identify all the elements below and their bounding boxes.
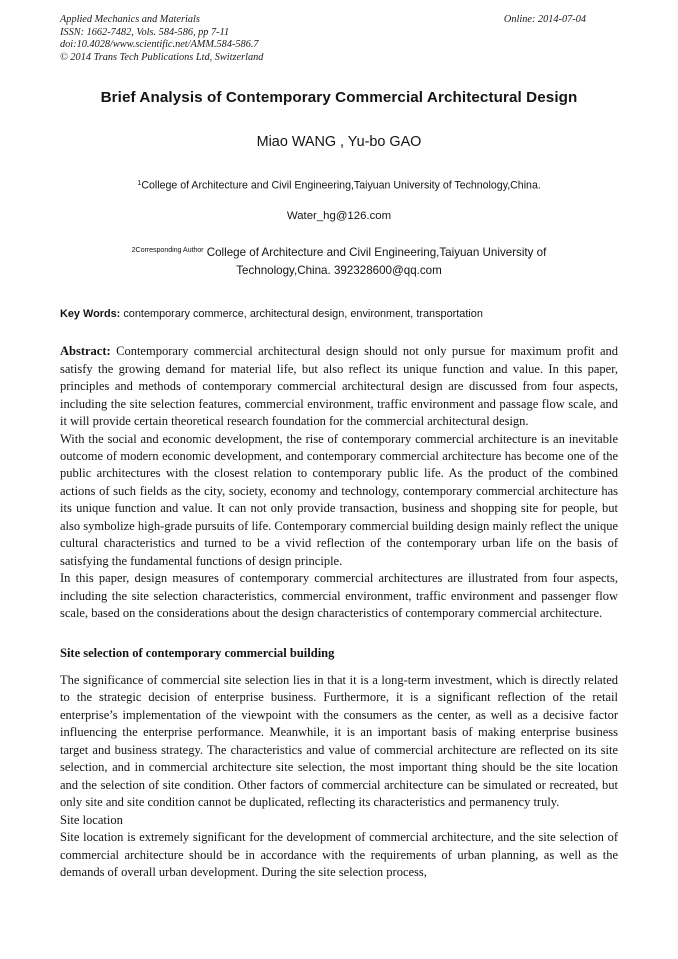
- keywords-value: contemporary commerce, architectural design, environment, transportation: [123, 308, 483, 321]
- keywords-line: [60, 307, 618, 321]
- online-date: Online: 2014-07-04: [503, 14, 586, 25]
- affiliation-primary-text: College of Architecture and Civil Engineering,Taiyuan University of Technology,China.: [141, 179, 541, 192]
- abstract-label: Abstract:: [60, 344, 111, 359]
- journal-copyright: © 2014 Trans Tech Publications Ltd, Switzerland: [60, 51, 264, 63]
- author-list: Miao WANG , Yu-bo GAO: [256, 134, 422, 150]
- affiliation-corresponding-text: College of Architecture and Civil Engineering,Taiyuan University of Technology,China. 392328600@qq.com: [206, 246, 547, 277]
- journal-name: Applied Mechanics and Materials: [60, 14, 200, 25]
- intro-paragraph-1: With the social and economic development, the rise of contemporary commercial architecture is an inevitable outcome of modern economic development, and contemporary commercial architecture has become one of the public architectures with the closest relation to contemporary public life. As the product of the combined actions of such fields as the city, society, economy and technology, contemporary commercial architecture has its unique function and value. It can not only provide transaction, business and shopping site for people, but also symbolize high-grade pursuits of life. Contemporary commercial building design mainly reflect the unique cultural characteristics and turned to be a vivid reflection of the contemporary urban life on the basis of satisfying the fundamental functions of design principle.: [60, 431, 618, 568]
- abstract-paragraph: [60, 343, 618, 430]
- affiliation-primary: [60, 176, 618, 192]
- affiliation-marker-1: 1: [137, 178, 142, 187]
- page-title: Brief Analysis of Contemporary Commercial Architectural Design: [100, 89, 578, 106]
- keywords-label: Key Words:: [60, 308, 121, 321]
- abstract-text: Contemporary commercial architectural design should not only pursue for maximum profit and satisfy the growing demand for material life, but also reflect its unique function and value. In this paper, principles and methods of contemporary commercial architectural design are discussed from four aspects, including the site selection features, commercial environment, traffic environment and passage flow scale, and it will provide certain theoretical research foundation for the commercial architectural design.: [60, 344, 618, 429]
- section-heading-site-selection: Site selection of contemporary commercial building: [60, 645, 335, 660]
- subheading-site-location: Site location: [60, 812, 123, 827]
- intro-paragraph-2: In this paper, design measures of contemporary commercial architectures are illustrated from four aspects, including the site selection characteristics, commercial environment, traffic environment and passenger flow scale, based on the considerations about the design characteristics of contemporary commercial architecture.: [60, 571, 618, 621]
- journal-doi: doi:10.4028/www.scientific.net/AMM.584-586.7: [60, 39, 259, 51]
- journal-header: [60, 14, 618, 70]
- section-body-paragraph: The significance of commercial site selection lies in that it is a long-term investment, which is directly related to the strategic decision of enterprise business. Furthermore, it is a significant reflection of the retail enterprise’s implementation of the viewpoint with the consumers as the center, as well as a decisive factor influencing the enterprise performance. Meanwhile, it is an important basis of making enterprise business target and business strategy. The characteristics and value of commercial architecture are reflected on its site selection, and in commercial architecture site selection, the most important thing should be the site location and the selection of site condition. Other factors of commercial architecture can be simulated or recreated, but only site and site condition cannot be duplicated, reflecting its characteristics and permanency truly.: [60, 672, 618, 810]
- subsection-body-paragraph: Site location is extremely significant for the development of commercial architecture, and the site selection of commercial architecture should be in accordance with the requirements of urban planning, as well as the demands of overall urban development. During the site selection process,: [60, 830, 618, 879]
- journal-issn: ISSN: 1662-7482, Vols. 584-586, pp 7-11: [60, 26, 230, 38]
- corresponding-author-marker: 2Corresponding Author: [131, 245, 204, 255]
- affiliation-corresponding: [60, 241, 618, 279]
- affiliation-primary-email: Water_hg@126.com: [286, 210, 392, 223]
